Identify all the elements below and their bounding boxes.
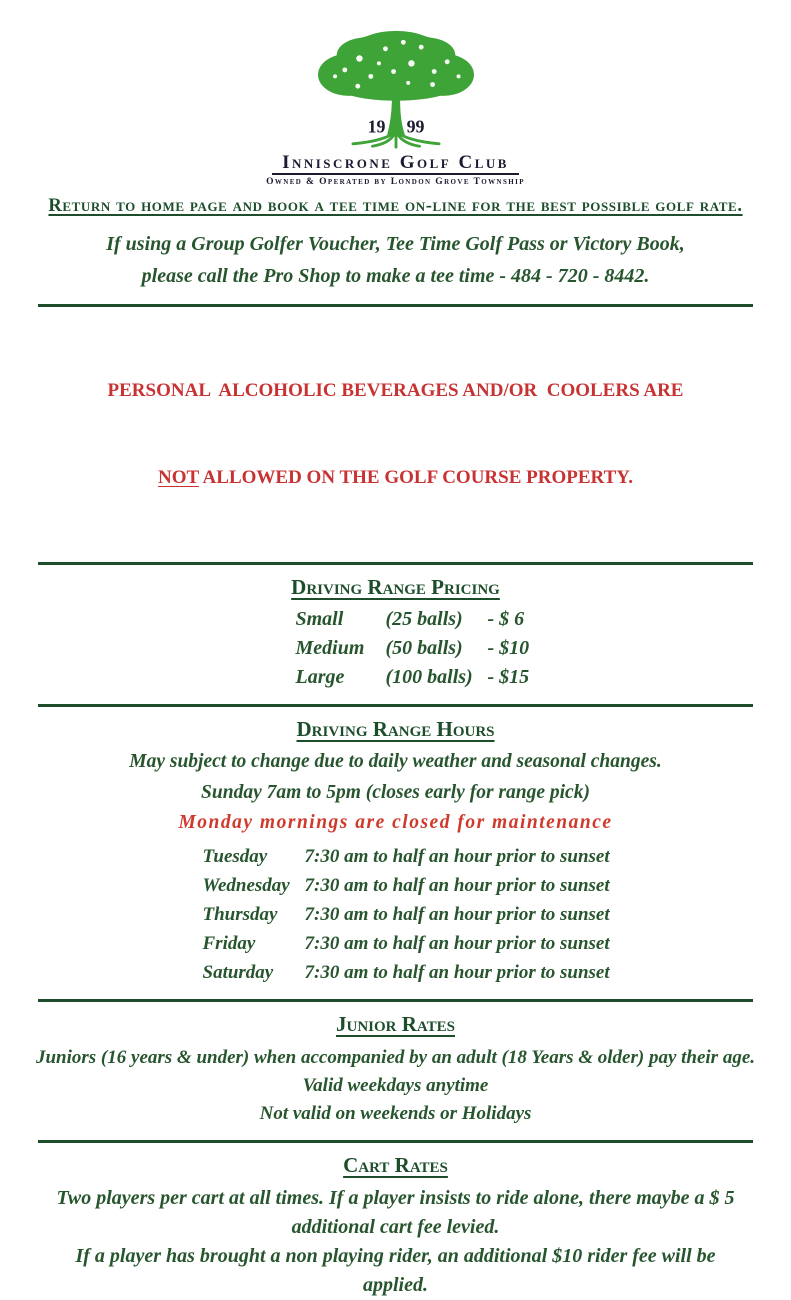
voucher-intro-line-2: please call the Pro Shop to make a tee time - 484 - 720 - 8442. [0,260,791,292]
weekday-day: Friday [203,929,305,958]
junior-line-1: Juniors (16 years & under) when accompanied by an adult (18 Years & older) pay their age. [0,1044,791,1072]
section-divider [38,704,753,707]
junior-rates-heading [0,1012,791,1037]
tree-logo-icon [310,26,482,156]
weekday-hours-table [203,842,791,987]
weekday-time: 7:30 am to half an hour prior to sunset [305,900,633,929]
weekday-day: Tuesday [203,842,305,871]
pricing-balls: (25 balls) [386,605,488,634]
pricing-row [296,634,576,663]
weekday-day: Wednesday [203,871,305,900]
weekday-row [203,842,633,871]
logo-year-right: 99 [406,116,424,136]
cart-rates-heading-text: Cart Rates [343,1153,448,1177]
logo-year-left: 19 [367,116,385,136]
cart-rates-section [0,1153,791,1300]
junior-rates-heading-text: Junior Rates [336,1012,455,1036]
alcohol-warning [0,318,791,550]
pricing-size: Large [296,663,386,692]
voucher-intro-line-1: If using a Group Golfer Voucher, Tee Time Golf Pass or Victory Book, [0,228,791,260]
pricing-balls: (100 balls) [386,663,488,692]
warning-line-2-rest: ALLOWED ON THE GOLF COURSE PROPERTY. [199,467,633,488]
return-home-link[interactable]: Return to home page and book a tee time on-line for the best possible golf rate. [0,196,791,217]
weekday-time: 7:30 am to half an hour prior to sunset [305,958,633,987]
junior-line-3: Not valid on weekends or Holidays [0,1100,791,1128]
pricing-price: - $10 [488,634,576,663]
driving-range-pricing-section [0,575,791,692]
hours-note: May subject to change due to daily weather and seasonal changes. [0,751,791,773]
cart-rates-para-2: If a player has brought a non playing rider, an additional $10 rider fee will be applied. [56,1242,736,1300]
junior-line-2: Valid weekdays anytime [0,1072,791,1100]
weekday-day: Thursday [203,900,305,929]
hours-heading [0,717,791,742]
section-divider [38,999,753,1002]
weekday-row [203,871,633,900]
club-name: Inniscrone Golf Club [272,154,519,175]
club-tagline: Owned & Operated by London Grove Township [0,177,791,187]
driving-range-hours-section [0,717,791,987]
cart-rates-para-1: Two players per cart at all times. If a player insists to ride alone, there maybe a $ 5 additional cart fee levied. [38,1184,753,1242]
weekday-day: Saturday [203,958,305,987]
section-divider [38,562,753,565]
pricing-price: - $ 6 [488,605,576,634]
pricing-size: Small [296,605,386,634]
club-logo [0,26,791,187]
section-divider [38,304,753,307]
weekday-time: 7:30 am to half an hour prior to sunset [305,842,633,871]
weekday-row [203,958,633,987]
pricing-heading [0,575,791,600]
alcohol-warning-line-2 [0,463,791,492]
alcohol-warning-line-1: PERSONAL ALCOHOLIC BEVERAGES AND/OR COOLERS ARE [0,376,791,405]
pricing-row [296,663,576,692]
pricing-balls: (50 balls) [386,634,488,663]
club-name-row [0,154,791,175]
pricing-heading-text: Driving Range Pricing [291,575,500,599]
pricing-size: Medium [296,634,386,663]
weekday-row [203,900,633,929]
pricing-table [296,605,791,692]
hours-sunday: Sunday 7am to 5pm (closes early for range pick) [0,782,791,804]
pricing-row [296,605,576,634]
voucher-intro [0,228,791,292]
cart-rates-heading [0,1153,791,1178]
warning-not-word: NOT [158,467,199,488]
section-divider [38,1140,753,1143]
weekday-time: 7:30 am to half an hour prior to sunset [305,929,633,958]
hours-heading-text: Driving Range Hours [296,717,494,741]
weekday-row [203,929,633,958]
junior-rates-text [0,1044,791,1128]
hours-monday: Monday mornings are closed for maintenance [0,812,791,834]
pricing-price: - $15 [488,663,576,692]
weekday-time: 7:30 am to half an hour prior to sunset [305,871,633,900]
junior-rates-section [0,1012,791,1128]
